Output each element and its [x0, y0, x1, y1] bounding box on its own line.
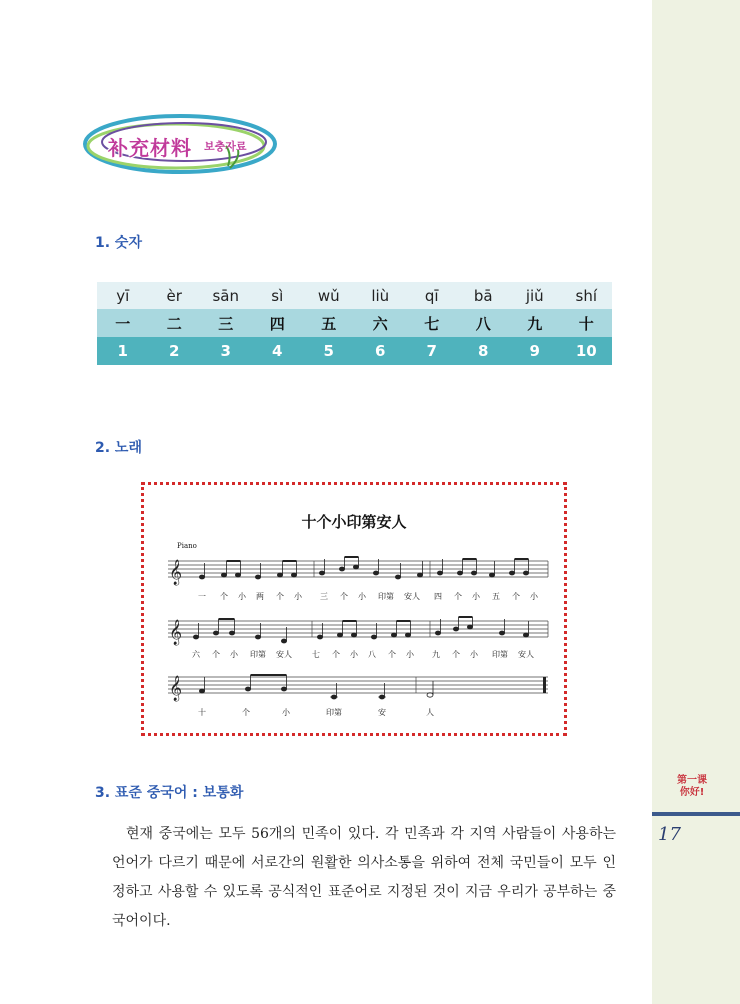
- instrument-label: Piano: [177, 542, 197, 550]
- pinyin-cell: liù: [355, 282, 407, 309]
- lyric: 个: [276, 592, 284, 601]
- lyric: 印第: [492, 650, 508, 659]
- pinyin-cell: qī: [406, 282, 458, 309]
- lyric: 七: [312, 650, 320, 659]
- digit-row: [97, 337, 612, 365]
- svg-text:𝄞: 𝄞: [169, 676, 183, 701]
- section-heading-song: 2. 노래: [95, 440, 142, 456]
- svg-text:𝄞: 𝄞: [169, 560, 183, 585]
- digit-cell: 3: [200, 337, 252, 365]
- page-number: 17: [658, 824, 681, 845]
- digit-cell: 1: [97, 337, 149, 365]
- lyric: 个: [512, 592, 520, 601]
- lyrics-line-1: [192, 591, 552, 603]
- pinyin-cell: bā: [458, 282, 510, 309]
- lyric: 人: [426, 708, 434, 717]
- lyric: 小: [406, 650, 414, 659]
- pinyin-cell: èr: [149, 282, 201, 309]
- lyric: 个: [332, 650, 340, 659]
- lyric: 个: [454, 592, 462, 601]
- pinyin-cell: sì: [252, 282, 304, 309]
- lesson-tab-line1: 第一课: [677, 775, 707, 786]
- pinyin-cell: yī: [97, 282, 149, 309]
- hanzi-cell: 三: [200, 309, 252, 337]
- lyric: 小: [350, 650, 358, 659]
- hanzi-cell: 七: [406, 309, 458, 337]
- lyric: 八: [368, 650, 376, 659]
- banner-subtitle: 보충자료: [204, 140, 247, 153]
- music-score: [144, 485, 564, 733]
- lyric: 个: [388, 650, 396, 659]
- lyric: 小: [294, 592, 302, 601]
- lyric: 小: [470, 650, 478, 659]
- lyric: 小: [230, 650, 238, 659]
- digit-cell: 10: [561, 337, 613, 365]
- pinyin-row: [97, 282, 612, 309]
- hanzi-cell: 五: [303, 309, 355, 337]
- banner: [80, 106, 280, 182]
- lyric: 小: [472, 592, 480, 601]
- digit-cell: 4: [252, 337, 304, 365]
- lyric: 一: [198, 592, 206, 601]
- hanzi-cell: 十: [561, 309, 613, 337]
- lyric: 十: [198, 708, 206, 717]
- page-rule: [652, 812, 740, 816]
- section-heading-mandarin: 3. 표준 중국어 : 보통화: [95, 785, 244, 801]
- song-sheet: [141, 482, 567, 736]
- digit-cell: 9: [509, 337, 561, 365]
- pinyin-cell: sān: [200, 282, 252, 309]
- hanzi-cell: 六: [355, 309, 407, 337]
- lyric: 小: [238, 592, 246, 601]
- digit-cell: 8: [458, 337, 510, 365]
- lyric: 小: [282, 708, 290, 717]
- section-heading-numbers: 1. 숫자: [95, 235, 142, 251]
- pinyin-cell: shí: [561, 282, 613, 309]
- song-title: 十个小印第安人: [301, 513, 407, 531]
- lyric: 安人: [276, 650, 292, 659]
- numbers-table: [97, 282, 612, 365]
- digit-cell: 7: [406, 337, 458, 365]
- lyric: 印第: [250, 650, 266, 659]
- lyric: 三: [320, 592, 328, 601]
- hanzi-row: [97, 309, 612, 337]
- lyric: 五: [492, 592, 500, 601]
- lyric: 印第: [326, 708, 342, 717]
- digit-cell: 2: [149, 337, 201, 365]
- lyric: 个: [220, 592, 228, 601]
- lyric: 九: [432, 650, 440, 659]
- lyric: 安人: [404, 592, 420, 601]
- digit-cell: 6: [355, 337, 407, 365]
- margin-strip: [652, 0, 740, 1004]
- lyrics-line-2: [192, 649, 552, 661]
- hanzi-cell: 九: [509, 309, 561, 337]
- lyric: 个: [452, 650, 460, 659]
- lyric: 两: [256, 592, 264, 601]
- lyric: 个: [242, 708, 250, 717]
- lyric: 个: [340, 592, 348, 601]
- pinyin-cell: wǔ: [303, 282, 355, 309]
- svg-text:𝄞: 𝄞: [169, 620, 183, 645]
- lyric: 小: [358, 592, 366, 601]
- lyric: 印第: [378, 592, 394, 601]
- lyric: 安: [378, 708, 386, 717]
- hanzi-cell: 四: [252, 309, 304, 337]
- hanzi-cell: 一: [97, 309, 149, 337]
- banner-title: 补充材料: [108, 136, 192, 160]
- lyric: 六: [192, 650, 200, 659]
- paragraph-mandarin: 현재 중국에는 모두 56개의 민족이 있다. 각 민족과 각 지역 사람들이 사용하는 언어가 다르기 때문에 서로간의 원활한 의사소통을 위하여 전체 국민들이 모두 인정하고 사용할 수 있도록 공식적인 표준어로 지정된 것이 지금 우리가 공부하는 중국어이다.: [112, 826, 616, 929]
- lyric: 个: [212, 650, 220, 659]
- hanzi-cell: 八: [458, 309, 510, 337]
- hanzi-cell: 二: [149, 309, 201, 337]
- pinyin-cell: jiǔ: [509, 282, 561, 309]
- digit-cell: 5: [303, 337, 355, 365]
- lyrics-line-3: [192, 707, 552, 719]
- lyric: 小: [530, 592, 538, 601]
- lesson-tab: [652, 775, 732, 799]
- lyric: 四: [434, 592, 442, 601]
- lesson-tab-line2: 你好!: [679, 787, 705, 798]
- lyric: 安人: [518, 650, 534, 659]
